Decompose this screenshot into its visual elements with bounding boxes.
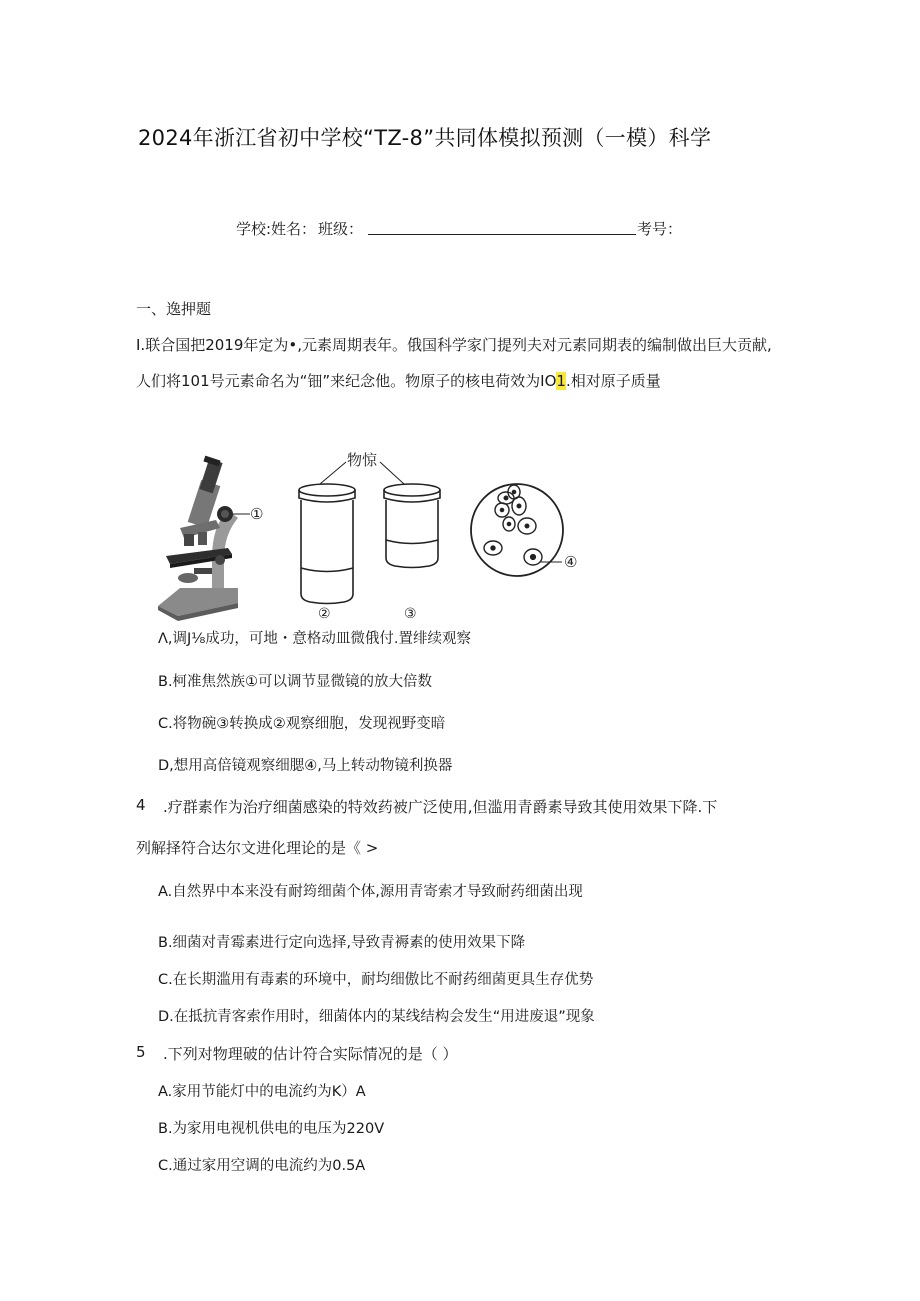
q1-highlight: 1 [556,372,566,390]
option-q5-c: C.通过家用空调的电流约为0.5A [158,1158,366,1174]
option-q5-a: A.家用节能灯中的电流约为K）A [158,1084,366,1100]
eyepiece-label: 物惊 [347,451,378,469]
q5-line1: .下列对物理破的估计符合实际情况的是（ ） [163,1045,458,1063]
option-q4-a: A.自然界中本来没有耐筠细菌个体,源用青寄索才导致耐药细菌出现 [158,884,583,900]
option-q4-c: C.在长期滥用有毒素的环境中，耐均细傲比不耐药细菌更具生存优势 [158,972,594,988]
q1-line2-pre: 人们将101号元素命名为“钿”来纪念他。物原子的核电荷效为IO [136,372,557,390]
q4-number: 4 [136,796,146,814]
exam-number-label: 考号： [637,220,683,238]
option-q4-b: B.细菌对青霉素进行定向选择,导致青褥素的使用效果下降 [158,935,526,951]
mark-4: ④ [564,553,578,571]
eyepiece-long [299,484,355,604]
eyepiece-short [384,484,440,568]
q1-line2 [136,370,661,391]
page-title: 2024年浙江省初中学校“TZ-8”共同体模拟预测（一模）科学 [138,126,712,150]
option-micro-a: Λ,调J⅛成功，可地・意格动皿微俄付.置绯续观察 [158,631,471,647]
microscope-figure [150,448,600,623]
q5-number: 5 [136,1043,146,1061]
microscope-drawing [158,456,250,621]
section-heading: 一、逸押题 [136,300,212,318]
mark-2: ② [318,606,331,622]
option-q4-d: D.在抵抗青客索作用时，细菌体内的某线结构会发生“用进废退”现象 [158,1009,595,1025]
option-micro-c: C.将物碗③转换成②观察细胞，发现视野变暗 [158,716,446,732]
q4-line2: 列解择符合达尔文进化理论的是《 > [136,839,379,857]
option-micro-b: B.柯准焦然族①可以调节显微镜的放大倍数 [158,674,433,690]
mark-3: ③ [404,606,417,622]
q1-line1: I.联合国把2019年定为•,元素周期表年。俄国科学家门提列夫对元素同期表的编制做出巨大贡献, [136,336,772,354]
option-q5-b: B.为家用电视机供电的电压为220V [158,1121,385,1137]
mark-1: ① [250,505,264,523]
q1-line2-post: .相对原子质量 [565,372,661,390]
q4-line1: .疗群素作为治疗细菌感染的特效药被广泛使用,但滥用青爵素导致其使用效果下降.下 [163,798,718,816]
school-name-label: 学校:姓名： [236,220,317,238]
option-micro-d: D,想用高倍镜观察细腮④,马上转动物镜利换器 [158,758,453,774]
class-label: 班级： [318,220,364,238]
class-underline [368,234,636,235]
cell-view [471,484,563,576]
